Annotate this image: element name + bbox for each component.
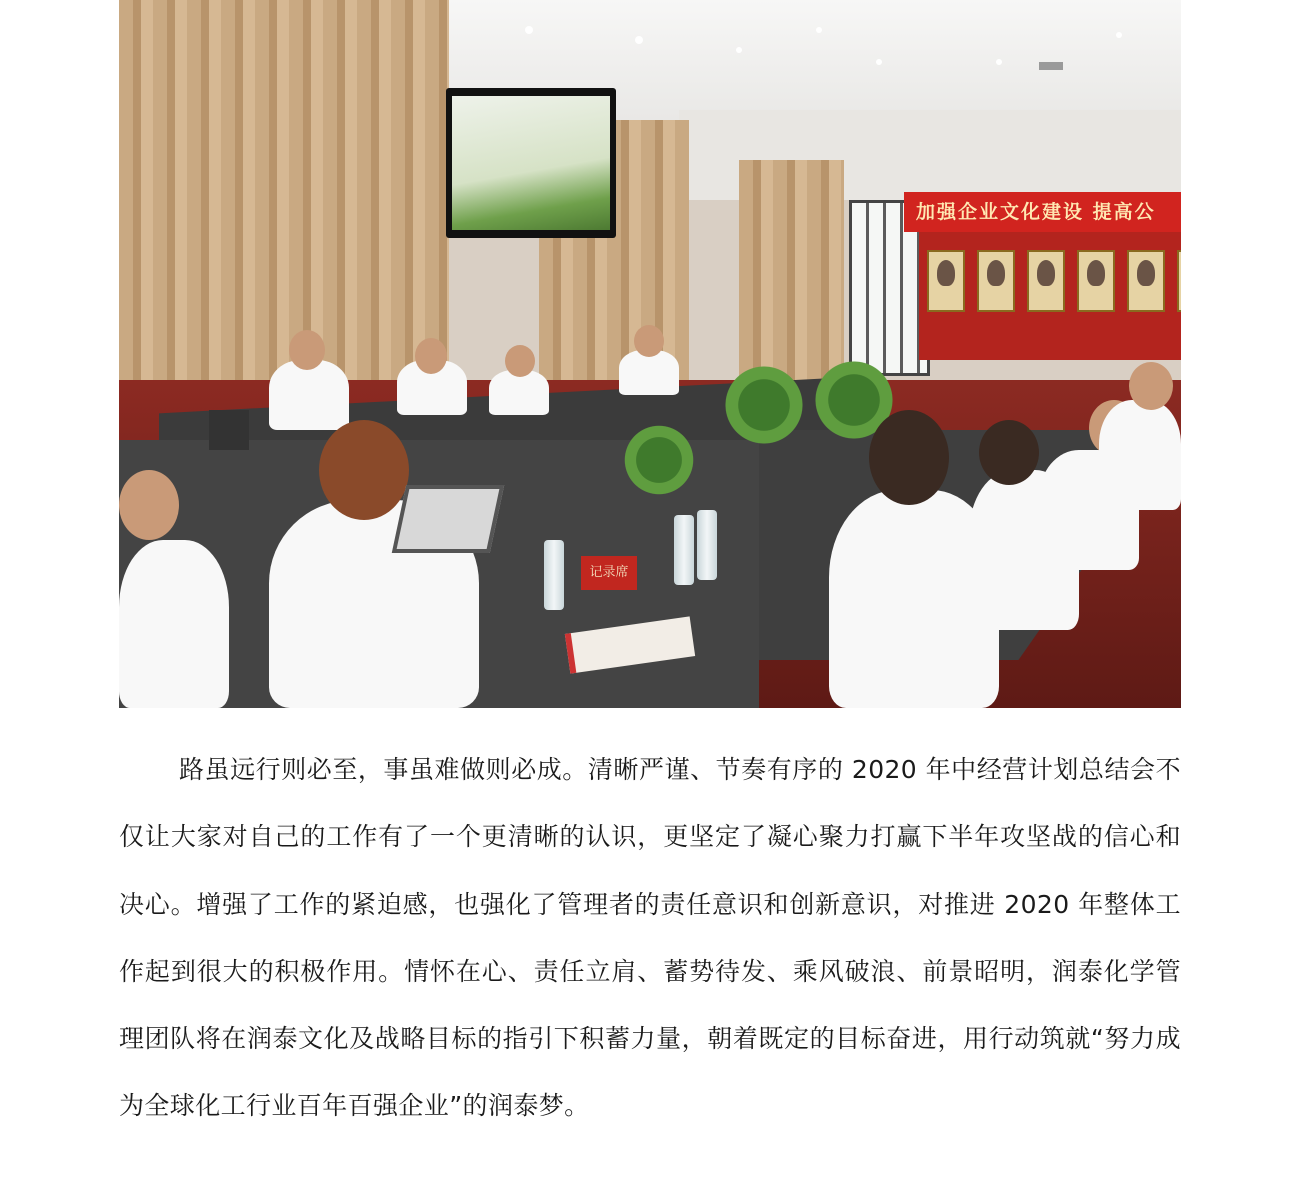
attendee-head: [415, 338, 447, 374]
attendee-head: [979, 420, 1039, 485]
portrait: [1027, 250, 1065, 312]
laptop: [392, 485, 504, 553]
tv-screen: [452, 96, 610, 230]
portrait: [977, 250, 1015, 312]
attendee: [269, 360, 349, 430]
portrait: [1127, 250, 1165, 312]
water-bottle: [674, 515, 694, 585]
attendee: [119, 540, 229, 708]
portrait: [927, 250, 965, 312]
portrait: [1077, 250, 1115, 312]
portrait-row: [927, 250, 1181, 312]
attendee-head: [1129, 362, 1173, 410]
portrait: [1177, 250, 1181, 312]
wall-banner: 加强企业文化建设 提高公: [904, 192, 1181, 232]
attendee: [1099, 400, 1181, 510]
meeting-photo: [119, 0, 1181, 708]
attendee-head: [634, 325, 664, 357]
attendee-head: [869, 410, 949, 505]
table-nameplate: 记录席: [581, 556, 637, 590]
attendee-head: [289, 330, 325, 370]
water-bottle: [697, 510, 717, 580]
article-paragraph: 路虽远行则必至，事虽难做则必成。清晰严谨、节奏有序的 2020 年中经营计划总结会不仅让大家对自己的工作有了一个更清晰的认识，更坚定了凝心聚力打赢下半年攻坚战的信心和决心。增强了工作的紧迫感，也强化了管理者的责任意识和创新意识，对推进 2020 年整体工作起到很大的积极作用。情怀在心、责任立肩、蓄势待发、乘风破浪、前景昭明，润泰化学管理团队将在润泰文化及战略目标的指引下积蓄力量，朝着既定的目标奋进，用行动筑就“努力成为全球化工行业百年百强企业”的润泰梦。: [119, 755, 1181, 1121]
attendee-head: [319, 420, 409, 520]
water-bottle: [544, 540, 564, 610]
attendee-head: [119, 470, 179, 540]
potted-plant: [719, 360, 809, 450]
potted-plant: [619, 420, 699, 500]
attendee-head: [505, 345, 535, 377]
laptop: [209, 410, 249, 450]
